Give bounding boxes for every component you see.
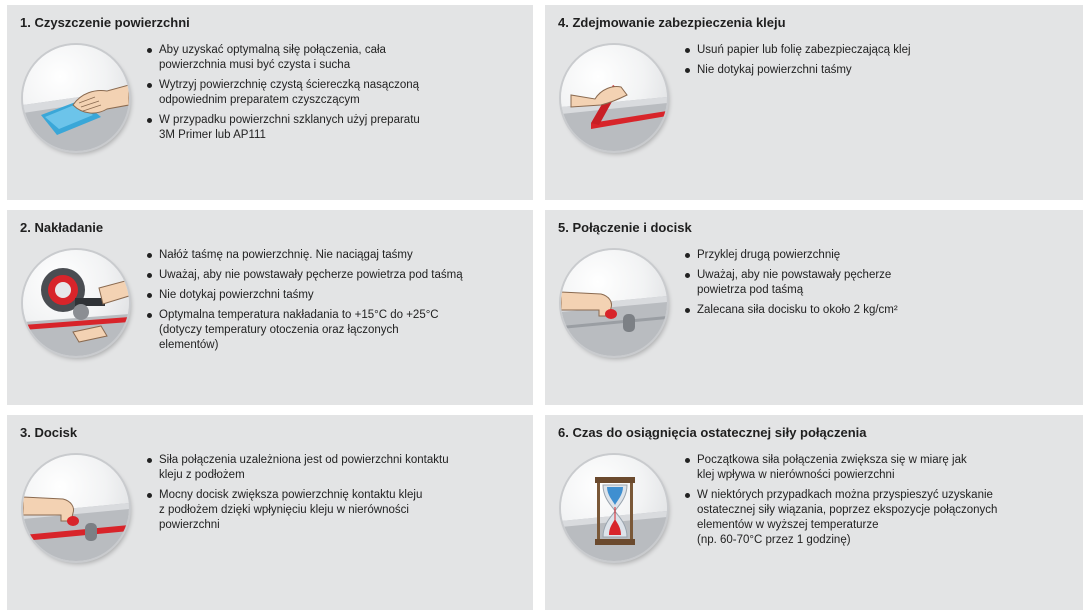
step-title: 3. Docisk [20,425,78,440]
list-item: Nie dotykaj powierzchni taśmy [146,288,526,303]
list-item: Przyklej drugą powierzchnię [684,248,1064,263]
tape-dispenser-icon [23,250,129,356]
list-item: Wytrzyj powierzchnię czystą ściereczką nasączoną odpowiednim preparatem czyszczącym [146,78,526,108]
list-item: Początkowa siła połączenia zwiększa się w miarę jak klej wpływa w nierówności powierzchni [684,453,1064,483]
step-title: 4. Zdejmowanie zabezpieczenia kleju [558,15,786,30]
list-item: W niektórych przypadkach można przyspieszyć uzyskanie ostatecznej siły wiązania, poprzez ekspozycje połączonych elementów w wyższej temperaturze (np. 60-70°C przez 1 godzinę) [684,488,1064,548]
step-card-liner-removal [545,5,1083,200]
step-title: 6. Czas do osiągnięcia ostatecznej siły połączenia [558,425,867,440]
step-card-cleaning [7,5,533,200]
list-item: Usuń papier lub folię zabezpieczającą klej [684,43,1064,58]
step-card-application [7,210,533,405]
list-item: Mocny docisk zwiększa powierzchnię kontaktu kleju z podłożem dzięki wpłynięciu kleju w nierówności powierzchni [146,488,526,533]
list-item: Aby uzyskać optymalną siłę połączenia, cała powierzchnia musi być czysta i sucha [146,43,526,73]
hand-roller-tape-icon [23,455,129,561]
step-title: 2. Nakładanie [20,220,104,235]
step-bullets [684,43,1064,83]
list-item: Siła połączenia uzależniona jest od powierzchni kontaktu kleju z podłożem [146,453,526,483]
step-card-join-press [545,210,1083,405]
hand-cleaning-cloth-icon [23,45,129,151]
list-item: Uważaj, aby nie powstawały pęcherze powietrza pod taśmą [146,268,526,283]
list-item: Optymalna temperatura nakładania to +15°C do +25°C (dotyczy temperatury otoczenia oraz łączonych elementów) [146,308,526,353]
hourglass-icon [561,455,667,561]
list-item: Nałóż taśmę na powierzchnię. Nie naciągaj taśmy [146,248,526,263]
step-bullets [146,248,526,358]
list-item: Nie dotykaj powierzchni taśmy [684,63,1064,78]
step-bullets [146,453,526,538]
hand-roller-press-icon [561,250,667,356]
step-bullets [684,453,1064,553]
list-item: W przypadku powierzchni szklanych użyj preparatu 3M Primer lub AP111 [146,113,526,143]
step-card-pressure [7,415,533,610]
step-card-cure-time [545,415,1083,610]
hand-peeling-liner-icon [561,45,667,151]
step-bullets [684,248,1064,323]
step-title: 1. Czyszczenie powierzchni [20,15,190,30]
step-title: 5. Połączenie i docisk [558,220,692,235]
list-item: Uważaj, aby nie powstawały pęcherze powietrza pod taśmą [684,268,1064,298]
list-item: Zalecana siła docisku to około 2 kg/cm² [684,303,1064,318]
step-bullets [146,43,526,148]
